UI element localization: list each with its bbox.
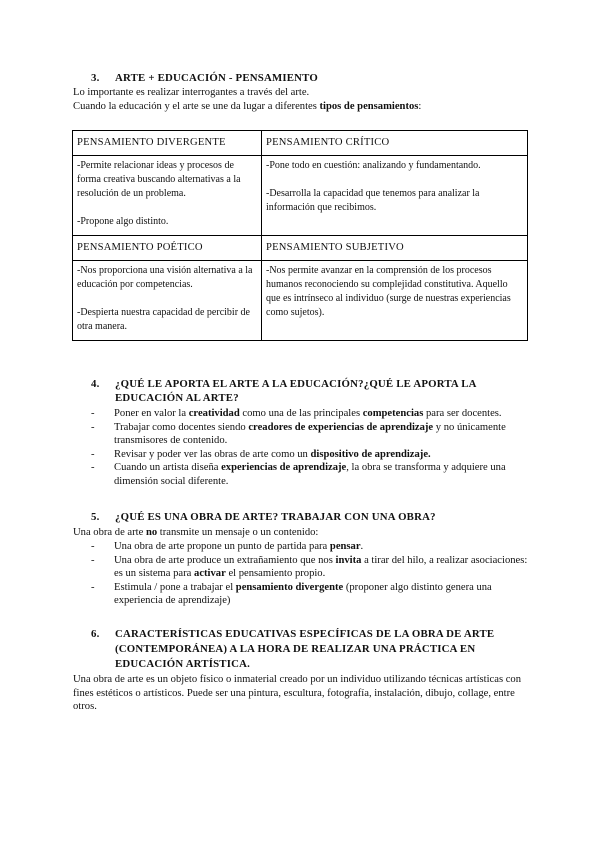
- header-critico: PENSAMIENTO CRÍTICO: [262, 131, 528, 156]
- bold-span: dispositivo de aprendizaje.: [310, 448, 431, 460]
- text-span: para ser docentes.: [423, 408, 502, 419]
- section-5-list: [91, 540, 531, 608]
- table-row: [73, 156, 528, 236]
- text-span: Trabajar como docentes siendo: [114, 421, 249, 433]
- table-row: [73, 131, 528, 156]
- text-span: (proponer algo distinto genera una experiencia de aprendizaje): [114, 581, 492, 607]
- cell-subjetivo: [262, 261, 528, 341]
- cell-text: -Pone todo en cuestión: analizando y fundamentando.: [266, 160, 481, 171]
- cell-text: -Propone algo distinto.: [77, 216, 169, 227]
- text-span: el pensamiento propio.: [225, 568, 326, 580]
- section-3-line-1: Lo importante es realizar interrogantes a través del arte.: [73, 87, 310, 98]
- text-span: Poner en valor la: [114, 408, 189, 419]
- bold-span: invita: [335, 554, 362, 566]
- cell-poetico: [73, 261, 262, 341]
- bold-span: no: [145, 527, 158, 538]
- text-span: Cuando un artista diseña: [114, 462, 222, 474]
- text-span: :: [418, 101, 422, 112]
- section-3-heading: [91, 72, 318, 86]
- text-span: Cuando la educación y el arte se une da lugar a diferentes: [73, 101, 320, 112]
- bold-span: pensar: [329, 541, 361, 552]
- list-item: [91, 461, 531, 488]
- section-3-number: 3.: [91, 72, 100, 84]
- header-divergente: PENSAMIENTO DIVERGENTE: [73, 131, 262, 156]
- thinking-types-table: [72, 130, 528, 341]
- section-5-heading: [91, 511, 436, 525]
- bold-span: competencias: [362, 408, 424, 419]
- bold-span: creadores de experiencias de aprendizaje: [248, 421, 434, 433]
- bold-span: experiencias de aprendizaje: [221, 462, 347, 474]
- text-span: Una obra de arte produce un extrañamiento que nos: [114, 554, 336, 566]
- cell-text: -Desarrolla la capacidad que tenemos para analizar la información que recibimos.: [266, 188, 480, 213]
- bold-span: activar: [194, 568, 226, 580]
- header-subjetivo: PENSAMIENTO SUBJETIVO: [262, 236, 528, 261]
- list-item: [91, 581, 531, 608]
- section-4-heading: [91, 378, 477, 392]
- bold-span: creatividad: [188, 408, 240, 419]
- section-4-title-line-1: ¿QUÉ LE APORTA EL ARTE A LA EDUCACIÓN?¿QUÉ LE APORTA LA: [115, 378, 477, 390]
- text-span: Estimula / pone a trabajar el: [114, 581, 236, 593]
- list-item: [91, 554, 531, 581]
- list-item: [91, 407, 531, 421]
- text-span: transmite un mensaje o un contenido:: [157, 527, 319, 538]
- text-span: Una obra de arte propone un punto de partida para: [114, 541, 330, 552]
- section-4-title-line-2: EDUCACIÓN AL ARTE?: [115, 392, 239, 404]
- section-6-title-line-3: EDUCACIÓN ARTÍSTICA.: [115, 658, 251, 670]
- section-6-number: 6.: [91, 628, 100, 640]
- bold-span: pensamiento divergente: [235, 581, 344, 593]
- cell-divergente: [73, 156, 262, 236]
- text-span: a tirar del hilo, a realizar asociaciones: es un sistema para: [114, 554, 528, 580]
- list-item: [91, 448, 531, 462]
- section-5-title: ¿QUÉ ES UNA OBRA DE ARTE? TRABAJAR CON UNA OBRA?: [115, 511, 436, 523]
- cell-text: -Permite relacionar ideas y procesos de forma creativa buscando alternativas a la resolución de un problema.: [77, 160, 241, 199]
- list-item: [91, 421, 531, 448]
- cell-critico: [262, 156, 528, 236]
- text-span: Una obra de arte: [73, 527, 146, 538]
- text-span: como una de las principales: [239, 408, 363, 419]
- section-6-title-line-1: CARACTERÍSTICAS EDUCATIVAS ESPECÍFICAS DE LA OBRA DE ARTE: [115, 628, 495, 640]
- section-5-intro: [73, 526, 318, 540]
- text-span: , la obra se transforma y adquiere una dimensión social diferente.: [114, 462, 506, 487]
- section-4-number: 4.: [91, 378, 100, 390]
- section-4-list: [91, 407, 531, 489]
- table-row: [73, 261, 528, 341]
- text-span: y no únicamente transmisores de contenido.: [114, 421, 506, 447]
- cell-text: -Nos permite avanzar en la comprensión de los procesos humanos reconociendo su complejidad constitutiva. Aquello que es intrínseco al individuo (surge de nuestras experiencias como sujetos).: [266, 265, 511, 318]
- section-5-number: 5.: [91, 511, 100, 523]
- section-6-heading: [91, 628, 494, 642]
- bold-span: tipos de pensamientos: [319, 101, 419, 112]
- cell-text: -Nos proporciona una visión alternativa a la educación por competencias.: [77, 265, 253, 290]
- cell-text: -Despierta nuestra capacidad de percibir de otra manera.: [77, 307, 250, 332]
- section-3-line-2: [73, 100, 421, 114]
- list-item: [91, 540, 531, 554]
- section-6-paragraph: Una obra de arte es un objeto físico o inmaterial creado por un individuo utilizando técnicas artísticas con fines estéticos o artísticos. Puede ser una pintura, escultura, fotografía, instalación, dibujo, collage, entre otros.: [73, 674, 522, 713]
- header-poetico: PENSAMIENTO POÉTICO: [73, 236, 262, 261]
- text-span: Revisar y poder ver las obras de arte como un: [114, 448, 311, 460]
- section-3-title: ARTE + EDUCACIÓN - PENSAMIENTO: [115, 72, 318, 84]
- text-span: .: [360, 541, 364, 552]
- table-row: [73, 236, 528, 261]
- section-6-title-line-2: (CONTEMPORÁNEA) A LA HORA DE REALIZAR UNA PRÁCTICA EN: [115, 643, 476, 655]
